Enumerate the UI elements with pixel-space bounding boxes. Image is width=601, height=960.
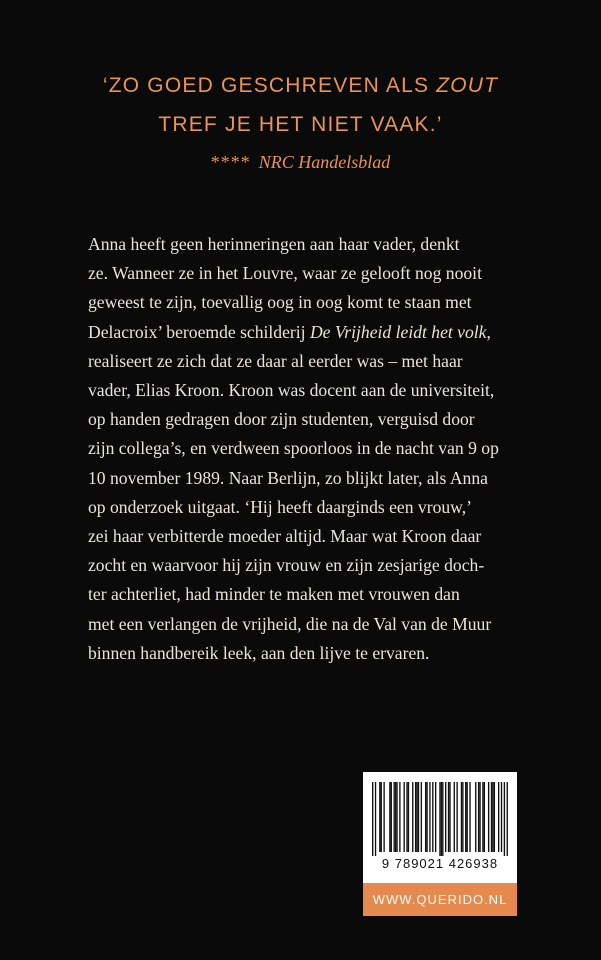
quote-line-1 (0, 66, 601, 105)
blurb-fragment: , (486, 321, 491, 342)
blurb-line: binnen handbereik leek, aan den lijve te ervaren. (88, 642, 430, 663)
blurb-line: op handen gedragen door zijn studenten, verguisd door (88, 409, 475, 430)
quote-line-2: TREF JE HET NIET VAAK.’ (158, 113, 443, 136)
barcode-icon (372, 782, 508, 856)
quote-book-title: ZOUT (436, 74, 499, 97)
blurb-fragment: Delacroix’ beroemde schilderij (88, 321, 310, 342)
cover-quote (0, 66, 601, 144)
blurb-line: zei haar verbitterde moeder altijd. Maar wat Kroon daar (88, 526, 482, 547)
blurb-line: zocht en waarvoor hij zijn vrouw en zijn zesjarige doch- (88, 555, 485, 576)
review-attribution (0, 152, 601, 173)
blurb-line: geweest te zijn, toevallig oog in oog komt te staan met (88, 292, 472, 313)
barcode-label (363, 772, 517, 916)
blurb-line: op onderzoek uitgaat. ‘Hij heeft daarginds een vrouw,’ (88, 496, 472, 517)
blurb-text (88, 230, 524, 668)
blurb-line: zijn collega’s, en verdween spoorloos in de nacht van 9 op (88, 438, 499, 459)
publisher-url: WWW.QUERIDO.NL (363, 883, 517, 916)
barcode-panel (363, 772, 517, 883)
review-source: NRC Handelsblad (258, 152, 391, 172)
blurb-line: realiseert ze zich dat ze daar al eerder was – met haar (88, 350, 463, 371)
blurb-line: 10 november 1989. Naar Berlijn, zo blijkt later, als Anna (88, 467, 488, 488)
quote-text: ‘ZO GOED GESCHREVEN ALS (102, 74, 437, 97)
star-rating: **** (210, 152, 251, 172)
painting-title: De Vrijheid leidt het volk (309, 321, 487, 342)
blurb-line (88, 318, 524, 347)
blurb-line: ze. Wanneer ze in het Louvre, waar ze gelooft nog nooit (88, 263, 482, 284)
blurb-line: ter achterliet, had minder te maken met vrouwen dan (88, 584, 460, 605)
blurb-line: met een verlangen de vrijheid, die na de Val van de Muur (88, 613, 492, 634)
blurb-line: vader, Elias Kroon. Kroon was docent aan de universiteit, (88, 380, 495, 401)
isbn-number: 9 789021 426938 (381, 856, 499, 871)
blurb-line: Anna heeft geen herinneringen aan haar vader, denkt (88, 234, 460, 254)
